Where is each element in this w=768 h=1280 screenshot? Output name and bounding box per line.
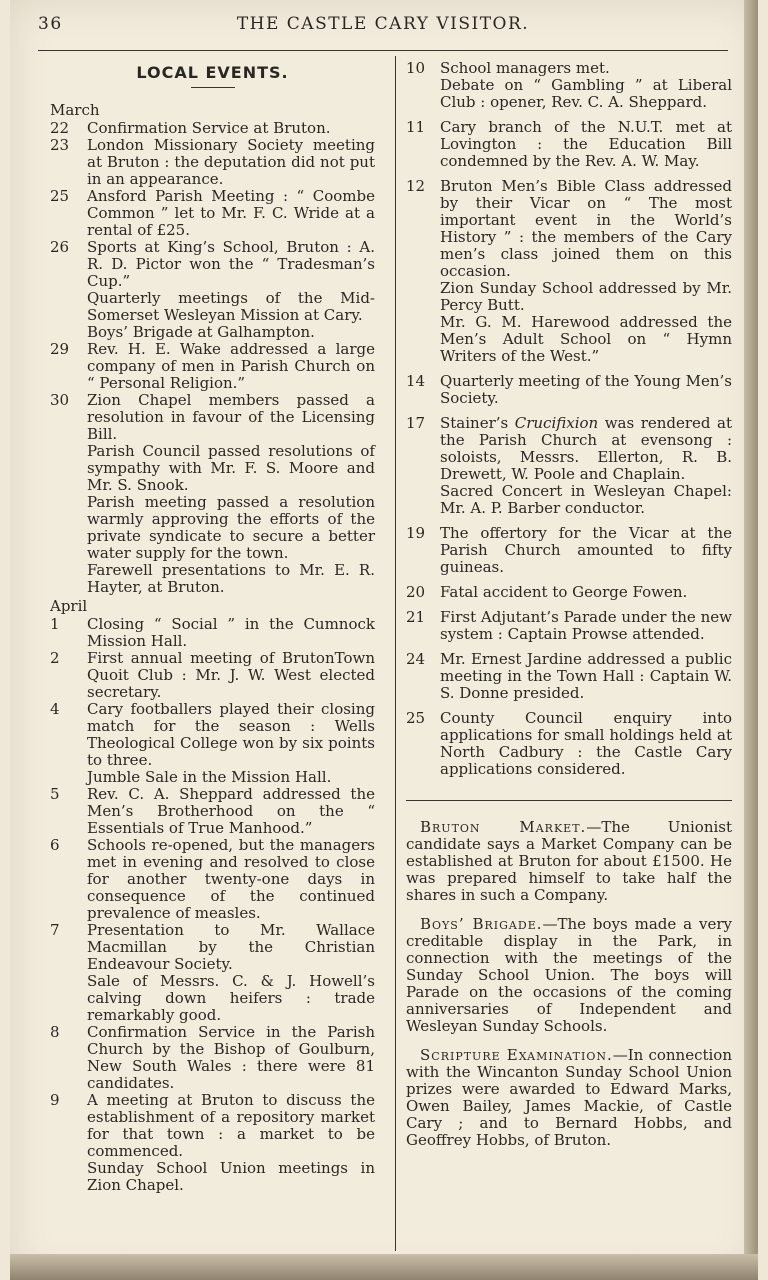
event-entry (406, 373, 732, 407)
event-text: Mr. Ernest Jardine addressed a public meeting in the Town Hall : Captain W. S. Donne presided. (440, 650, 732, 702)
event-text: Jumble Sale in the Mission Hall. (87, 768, 332, 786)
event-body (440, 525, 732, 576)
event-day: 22 (50, 119, 70, 137)
header-rule (38, 50, 728, 51)
event-body (440, 651, 732, 702)
event-entry (50, 341, 375, 392)
event-entry (50, 392, 375, 596)
event-entry (406, 60, 732, 111)
events-list-right (406, 60, 732, 778)
event-day: 29 (50, 340, 70, 358)
event-body (440, 584, 732, 601)
event-text: Quarterly meetings of the Mid-Somerset Wesleyan Mission at Cary. (87, 289, 375, 324)
event-body (440, 415, 732, 517)
event-text: Rev. C. A. Sheppard addressed the Men’s Brotherhood on the “ Essentials of True Manhood.” (87, 785, 375, 837)
event-day: 14 (406, 372, 426, 390)
event-entry (50, 786, 375, 837)
event-day: 23 (50, 136, 70, 154)
event-text: Sunday School Union meetings in Zion Chapel. (87, 1159, 375, 1194)
event-text: Quarterly meeting of the Young Men’s Society. (440, 372, 732, 407)
event-entry (50, 650, 375, 701)
event-day: 25 (50, 187, 70, 205)
event-body (87, 922, 375, 1024)
event-day: 19 (406, 524, 426, 542)
event-day: 6 (50, 836, 60, 854)
news-note (406, 916, 732, 1035)
section-title: LOCAL EVENTS. (136, 63, 289, 82)
event-body (87, 837, 375, 922)
event-body (87, 701, 375, 786)
month-heading: April (50, 597, 88, 615)
note-text: —In connection with the Wincanton Sunday School Union prizes were awarded to Edward Marks, Owen Bailey, James Mackie, of Castle Cary ; and to Bernard Hobbs, and Geoffrey Hobbs, of Bruton. (406, 1046, 732, 1149)
event-entry (50, 922, 375, 1024)
event-entry (406, 178, 732, 365)
event-day: 1 (50, 615, 60, 633)
event-entry (406, 584, 732, 601)
event-text: The offertory for the Vicar at the Parish Church amounted to fifty guineas. (440, 524, 732, 576)
event-day: 4 (50, 700, 60, 718)
note-heading: Boys’ Brigade. (420, 915, 543, 933)
event-day: 5 (50, 785, 60, 803)
note-heading: Scripture Examination. (420, 1046, 613, 1064)
event-text: Zion Sunday School addressed by Mr. Percy Butt. (440, 279, 732, 314)
event-entry (406, 415, 732, 517)
event-body (87, 341, 375, 392)
event-text: Bruton Men’s Bible Class addressed by their Vicar on “ The most important event in the World’s History ” : the members of the Cary men’s class joined them on this occasion. (440, 177, 732, 280)
event-entry (50, 120, 375, 137)
event-text: Closing “ Social ” in the Cumnock Mission Hall. (87, 615, 375, 650)
event-entry (406, 710, 732, 778)
title-rule (191, 87, 235, 88)
event-text: A meeting at Bruton to discuss the establishment of a repository market for that town : a market to be commenced. (87, 1091, 375, 1160)
event-body (440, 119, 732, 170)
event-body (87, 392, 375, 596)
left-column (50, 60, 375, 1194)
event-text: Presentation to Mr. Wallace Macmillan by the Christian Endeavour Society. (87, 921, 375, 973)
magazine-page (10, 0, 758, 1280)
event-day: 21 (406, 608, 426, 626)
event-entry (50, 188, 375, 239)
news-notes (406, 819, 732, 1149)
note-text: —The Unionist candidate says a Market Company can be established at Bruton for about £1500. He was prepared himself to take half the shares in such a Company. (406, 818, 733, 904)
event-body (87, 137, 375, 188)
book-edge (744, 0, 758, 1280)
book-bottom-edge (10, 1254, 758, 1280)
event-entry (406, 651, 732, 702)
note-heading: Bruton Market. (420, 818, 587, 836)
event-text: Confirmation Service at Bruton. (87, 119, 331, 137)
event-text: Fatal accident to George Fowen. (440, 583, 688, 601)
event-text: School managers met. (440, 59, 610, 77)
event-body (87, 1092, 375, 1194)
event-text: Parish meeting passed a resolution warmly approving the efforts of the private syndicate to secure a better water supply for the town. (87, 493, 375, 562)
event-body (440, 60, 732, 111)
event-body (440, 609, 732, 643)
event-text: Farewell presentations to Mr. E. R. Hayter, at Bruton. (87, 561, 375, 596)
event-day: 12 (406, 177, 426, 195)
event-day: 26 (50, 238, 70, 256)
event-text: Cary footballers played their closing match for the season : Wells Theological College won by six points to three. (87, 700, 375, 769)
events-list-left (50, 102, 375, 1194)
event-text: Cary branch of the N.U.T. met at Lovington : the Education Bill condemned by the Rev. A. W. May. (440, 118, 732, 170)
month-heading: March (50, 101, 100, 119)
event-body (87, 650, 375, 701)
event-entry (50, 1024, 375, 1092)
event-body (440, 373, 732, 407)
event-entry (50, 701, 375, 786)
event-entry (50, 239, 375, 341)
event-text: First annual meeting of BrutonTown Quoit Club : Mr. J. W. West elected secretary. (87, 649, 375, 701)
column-divider (395, 56, 396, 1251)
event-entry (406, 525, 732, 576)
event-body (87, 616, 375, 650)
event-entry (50, 1092, 375, 1194)
event-body (87, 188, 375, 239)
event-text-part: Stainer’s (440, 414, 515, 432)
page-number: 36 (38, 14, 63, 34)
event-text: Rev. H. E. Wake addressed a large company of men in Parish Church on “ Personal Religion.” (87, 340, 375, 392)
event-text: Mr. G. M. Harewood addressed the Men’s Adult School on “ Hymn Writers of the West.” (440, 313, 732, 365)
page-header (38, 12, 728, 40)
event-body (440, 710, 732, 778)
event-text: London Missionary Society meeting at Bruton : the deputation did not put in an appearance. (87, 136, 375, 188)
event-text: Zion Chapel members passed a resolution in favour of the Licensing Bill. (87, 391, 375, 443)
event-text: Sale of Messrs. C. & J. Howell’s calving down heifers : trade remarkably good. (87, 972, 375, 1024)
event-text: Boys’ Brigade at Galhampton. (87, 323, 315, 341)
event-entry (50, 837, 375, 922)
event-text: Sacred Concert in Wesleyan Chapel: Mr. A. P. Barber conductor. (440, 482, 732, 517)
event-text: Parish Council passed resolutions of sympathy with Mr. F. S. Moore and Mr. S. Snook. (87, 442, 375, 494)
note-text: —The boys made a very creditable display in the Park, in connection with the meetings of the Sunday School Union. The boys will Parade on the occasions of the coming anniversaries of Independent and Wesleyan Sunday Schools. (406, 915, 732, 1035)
event-body (87, 120, 375, 137)
event-body (87, 1024, 375, 1092)
event-day: 2 (50, 649, 60, 667)
event-body (440, 178, 732, 365)
event-day: 11 (406, 118, 426, 136)
event-text: Confirmation Service in the Parish Church by the Bishop of Goulburn, New South Wales : there were 81 candidates. (87, 1023, 375, 1092)
event-body (87, 239, 375, 341)
event-day: 25 (406, 709, 426, 727)
event-day: 8 (50, 1023, 60, 1041)
event-day: 7 (50, 921, 60, 939)
event-italic-title: Crucifixion (514, 414, 599, 432)
event-text (440, 415, 732, 483)
page-title: THE CASTLE CARY VISITOR. (236, 14, 530, 34)
event-body (87, 786, 375, 837)
news-note (406, 819, 732, 904)
right-column (406, 60, 732, 1161)
event-entry (50, 616, 375, 650)
event-day: 17 (406, 414, 426, 432)
event-day: 10 (406, 59, 426, 77)
event-day: 20 (406, 583, 426, 601)
event-text: Sports at King’s School, Bruton : A. R. D. Pictor won the “ Tradesman’s Cup.” (87, 238, 375, 290)
event-text-part: was rendered at the Parish Church at evensong : soloists, Messrs. Ellerton, R. B. Drewett, W. Poole and Chaplain. (440, 414, 732, 483)
event-entry (406, 119, 732, 170)
event-text: First Adjutant’s Parade under the new system : Captain Prowse attended. (440, 608, 732, 643)
notes-separator (406, 800, 732, 801)
event-entry (406, 609, 732, 643)
event-day: 30 (50, 391, 70, 409)
event-day: 9 (50, 1091, 60, 1109)
event-day: 24 (406, 650, 426, 668)
event-entry (50, 137, 375, 188)
event-text: Debate on “ Gambling ” at Liberal Club : opener, Rev. C. A. Sheppard. (440, 76, 732, 111)
event-text: Ansford Parish Meeting : “ Coombe Common ” let to Mr. F. C. Wride at a rental of £25. (87, 187, 375, 239)
news-note (406, 1047, 732, 1149)
event-text: Schools re-opened, but the managers met in evening and resolved to close for another twenty-one days in consequence of the continued prevalence of measles. (87, 836, 375, 922)
event-text: County Council enquiry into applications for small holdings held at North Cadbury : the Castle Cary applications considered. (440, 709, 732, 778)
